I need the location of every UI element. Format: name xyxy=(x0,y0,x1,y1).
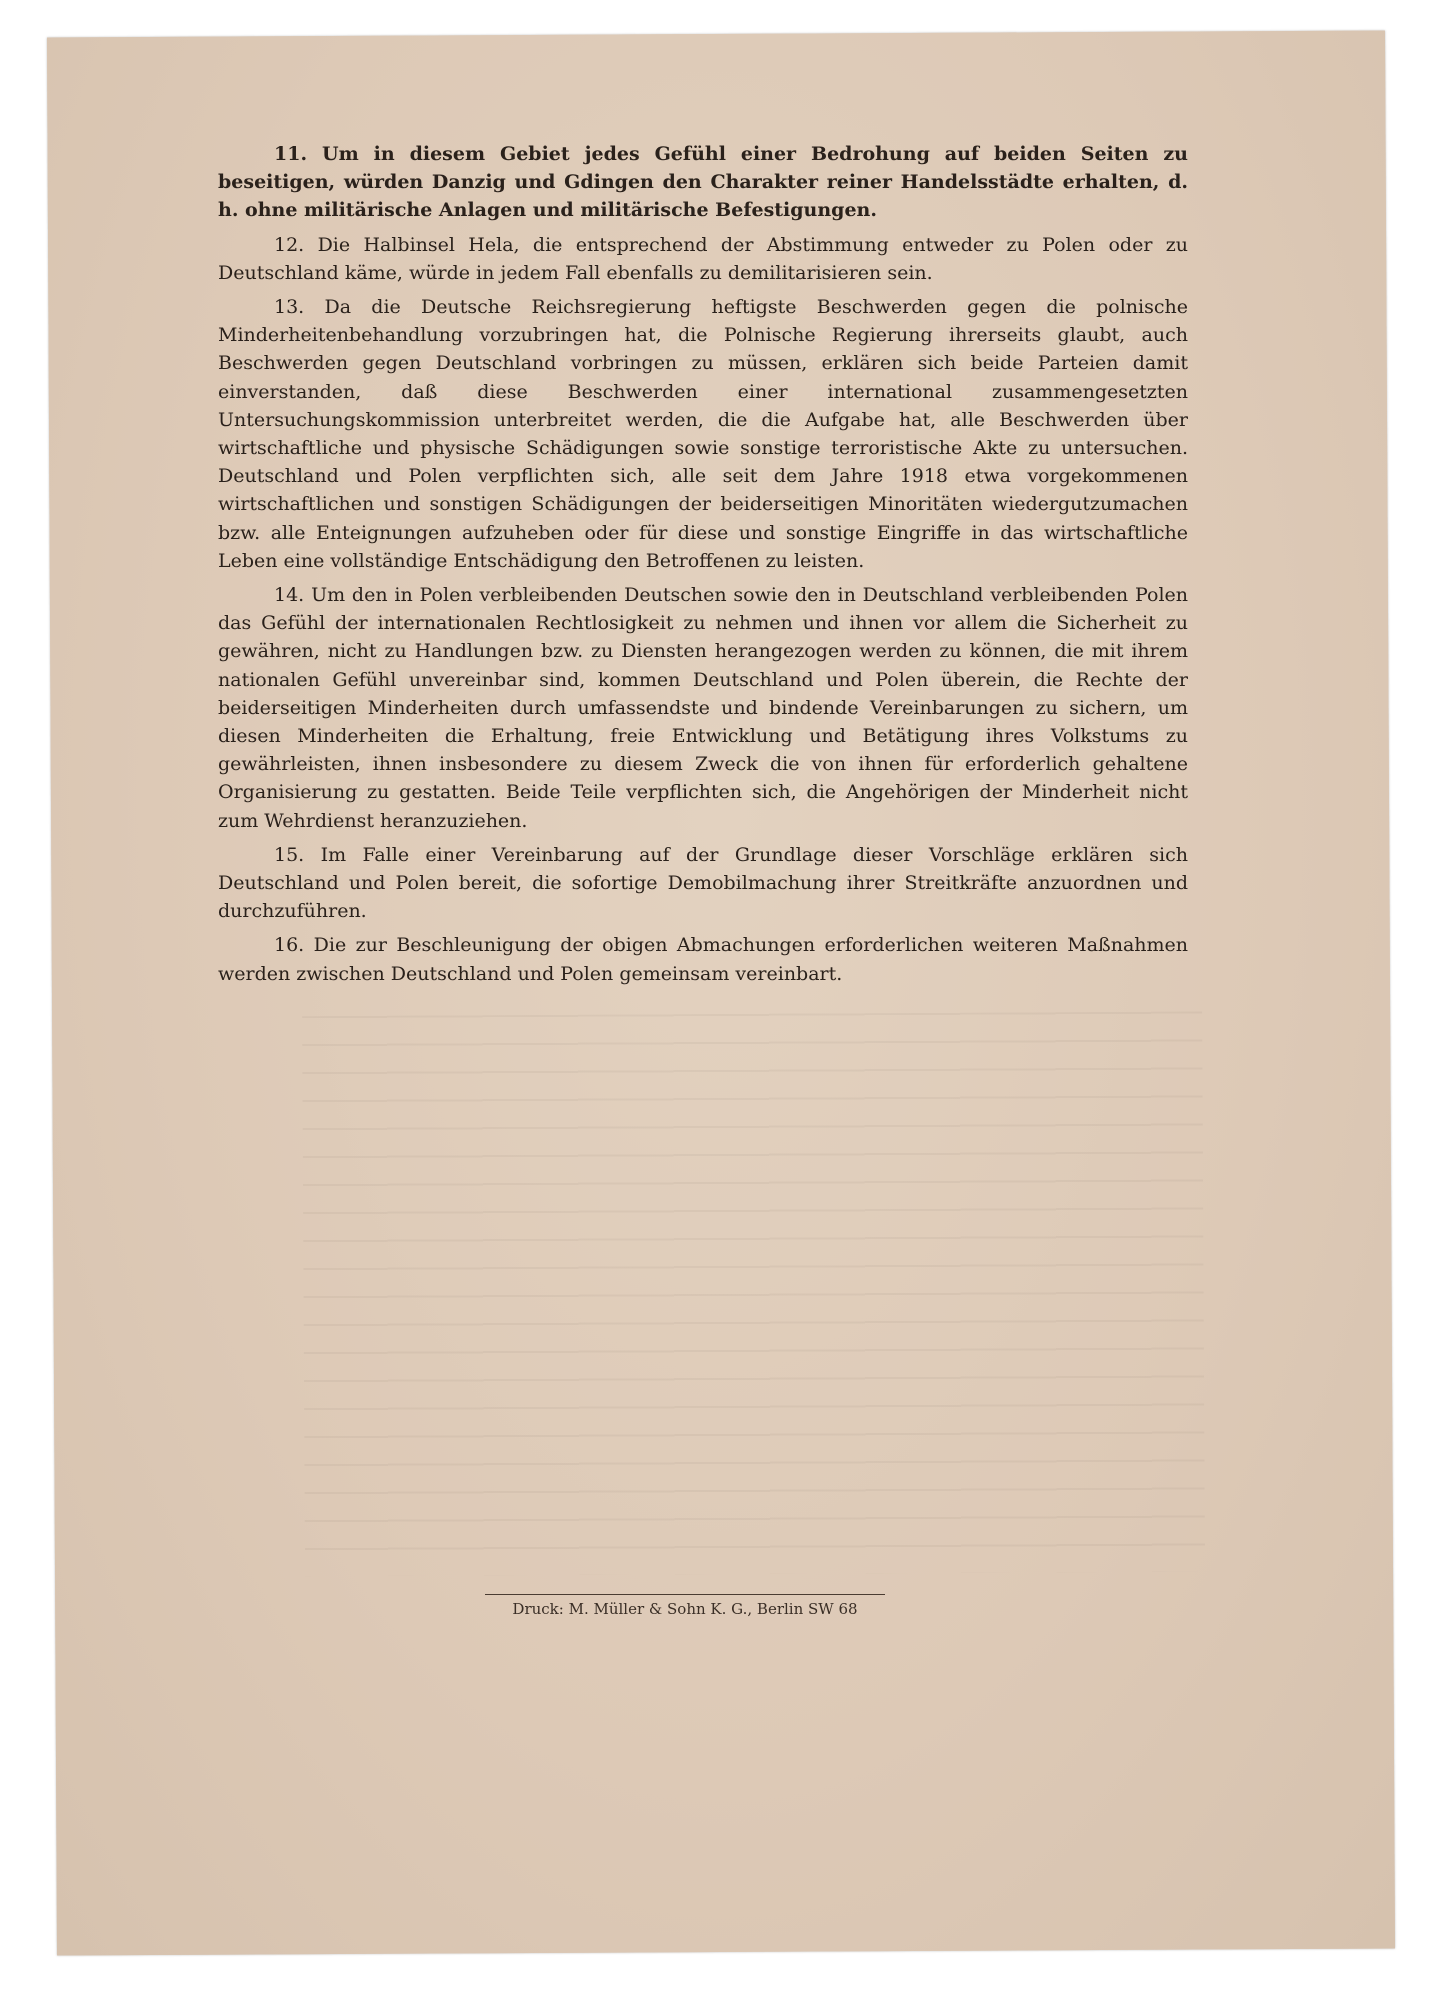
paragraph-text: Im Falle einer Vereinbarung auf der Grundlage dieser Vorschläge erklären sich Deutschland und Polen bereit, die sofortige Demobilmachung ihrer Streitkräfte anzuordnen und durchzuführen. xyxy=(218,843,1188,923)
paragraph-text: Um den in Polen verbleibenden Deutschen sowie den in Deutschland verbleibenden Polen das Gefühl der internationalen Rechtlosigkeit zu nehmen und ihnen vor allem die Sicherheit zu gewähren, nicht zu Handlungen bzw. zu Diensten herangezogen werden zu können, die mit ihrem nationalen Gefühl unvereinbar sind, kommen Deutschland und Polen überein, die Rechte der beiderseitigen Minderheiten durch umfassendste und bindende Vereinbarungen zu sichern, um diesen Minderheiten die Erhaltung, freie Entwicklung und Betätigung ihres Volkstums zu gewährleisten, ihnen insbesondere zu diesem Zweck die von ihnen für erforderlich gehaltene Organisierung zu gestatten. Beide Teile verpflichten sich, die Angehörigen der Minderheit nicht zum Wehrdienst heranzuziehen. xyxy=(218,584,1189,832)
paragraph-text: Da die Deutsche Reichsregierung heftigste Beschwerden gegen die polnische Minderheitenbehandlung vorzubringen hat, die Polnische Regierung ihrerseits glaubt, auch Beschwerden gegen Deutschland vorbringen zu müssen, erklären sich beide Parteien damit einverstanden, daß diese Beschwerden einer international zusammengesetzten Untersuchungskommission unterbreitet werden, die die Aufgabe hat, alle Beschwerden über wirtschaftliche und physische Schädigungen sowie sonstige terroristische Akte zu untersuchen. Deutschland und Polen verpflichten sich, alle seit dem Jahre 1918 etwa vorgekommenen wirtschaftlichen und sonstigen Schädigungen der beiderseitigen Minoritäten wiedergutzumachen bzw. alle Enteignungen aufzuheben oder für diese und sonstige Eingriffe in das wirtschaftliche Leben eine vollständige Entschädigung den Betroffenen zu leisten. xyxy=(218,296,1188,572)
paragraph-number: 13. xyxy=(274,296,305,319)
paragraph-number: 16. xyxy=(274,934,305,957)
bleed-through-texture xyxy=(302,1011,1205,1576)
paragraph-16 xyxy=(218,931,1188,987)
paragraph-number: 11. xyxy=(274,143,308,165)
paragraph-14 xyxy=(218,581,1188,835)
imprint-rule xyxy=(485,1594,885,1595)
paragraph-number: 14. xyxy=(274,584,305,607)
document-body xyxy=(218,140,1188,994)
paragraph-text: Die zur Beschleunigung der obigen Abmachungen erforderlichen weiteren Maßnahmen werden zwischen Deutschland und Polen gemeinsam vereinbart. xyxy=(218,934,1189,985)
paragraph-text: Die Halbinsel Hela, die entsprechend der Abstimmung entweder zu Polen oder zu Deutschland käme, würde in jedem Fall ebenfalls zu demilitarisieren sein. xyxy=(218,233,1188,284)
printer-imprint: Druck: M. Müller & Sohn K. G., Berlin SW 68 xyxy=(512,1600,858,1618)
paragraph-13 xyxy=(218,293,1188,575)
paragraph-text: Um in diesem Gebiet jedes Gefühl einer Bedrohung auf beiden Seiten zu beseitigen, würden Danzig und Gdingen den Charakter reiner Handelsstädte erhalten, d. h. ohne militärische Anlagen und militärische Befestigungen. xyxy=(218,143,1188,222)
paragraph-12 xyxy=(218,231,1188,287)
paragraph-15 xyxy=(218,841,1188,926)
paragraph-number: 12. xyxy=(274,233,305,256)
paragraph-number: 15. xyxy=(274,843,305,866)
paragraph-11 xyxy=(218,140,1188,225)
